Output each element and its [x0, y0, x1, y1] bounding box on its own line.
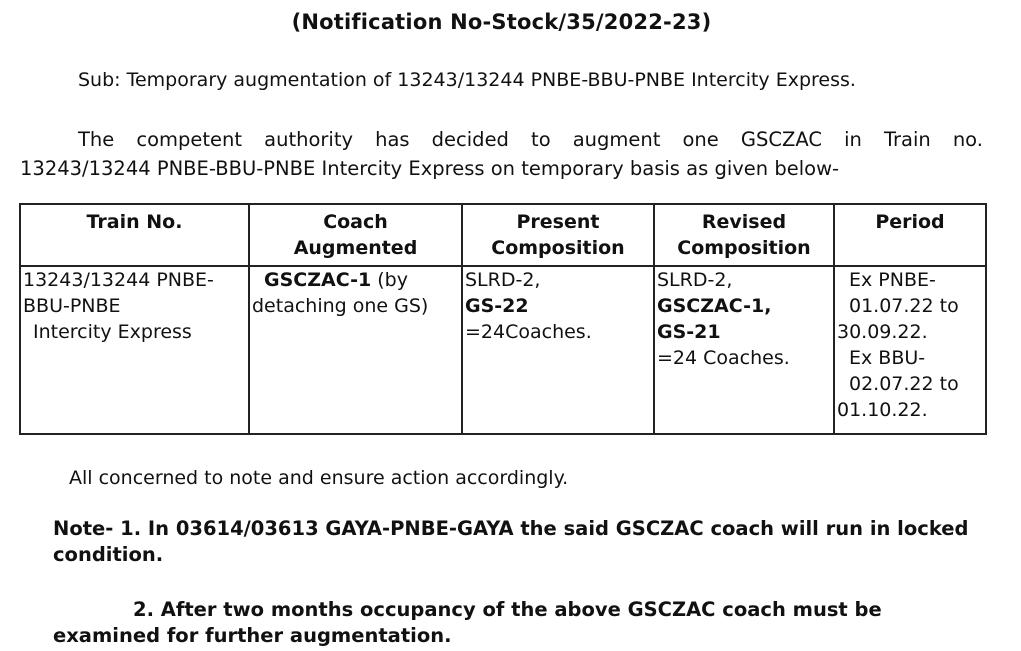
header-coach-augmented: Coach Augmented — [249, 204, 462, 266]
augmentation-table — [19, 203, 987, 435]
subject-line: Sub: Temporary augmentation of 13243/13244 PNBE-BBU-PNBE Intercity Express. — [78, 69, 856, 91]
para-word: to — [531, 128, 551, 151]
para-word: no. — [952, 128, 983, 151]
para-word: GSCZAC — [740, 128, 822, 151]
para-word: competent — [136, 128, 243, 151]
para-word: augment — [572, 128, 661, 151]
table-row — [20, 266, 986, 434]
concerned-note: All concerned to note and ensure action accordingly. — [69, 467, 569, 489]
cell-coach-augmented: GSCZAC-1 (by detaching one GS) — [249, 266, 462, 434]
table-header-row — [20, 204, 986, 266]
para-word: authority — [264, 128, 354, 151]
cell-period: Ex PNBE- 01.07.22 to 30.09.22. Ex BBU- 02.07.22 to 01.10.22. — [834, 266, 986, 434]
para-word: The — [78, 128, 115, 151]
para-word: in — [844, 128, 862, 151]
para-word: decided — [431, 128, 509, 151]
body-paragraph-line2: 13243/13244 PNBE-BBU-PNBE Intercity Express on temporary basis as given below- — [20, 157, 840, 180]
note-2-line2: examined for further augmentation. — [53, 624, 452, 647]
cell-present-composition: SLRD-2, GS-22 =24Coaches. — [462, 266, 654, 434]
para-word: has — [375, 128, 410, 151]
notification-title: (Notification No-Stock/35/2022-23) — [291, 10, 712, 34]
note-1: Note- 1. In 03614/03613 GAYA-PNBE-GAYA the said GSCZAC coach will run in locked condition. — [53, 517, 969, 566]
header-period: Period — [834, 204, 986, 266]
note-2-line1: 2. After two months occupancy of the above GSCZAC coach must be — [133, 598, 882, 621]
para-word: one — [682, 128, 719, 151]
header-revised-composition: Revised Composition — [654, 204, 834, 266]
cell-revised-composition: SLRD-2, GSCZAC-1, GS-21 =24 Coaches. — [654, 266, 834, 434]
body-paragraph-line1 — [78, 128, 983, 151]
para-word: Train — [883, 128, 931, 151]
header-train-no: Train No. — [20, 204, 249, 266]
header-present-composition: Present Composition — [462, 204, 654, 266]
cell-train-no: 13243/13244 PNBE- BBU-PNBE Intercity Express — [20, 266, 249, 434]
